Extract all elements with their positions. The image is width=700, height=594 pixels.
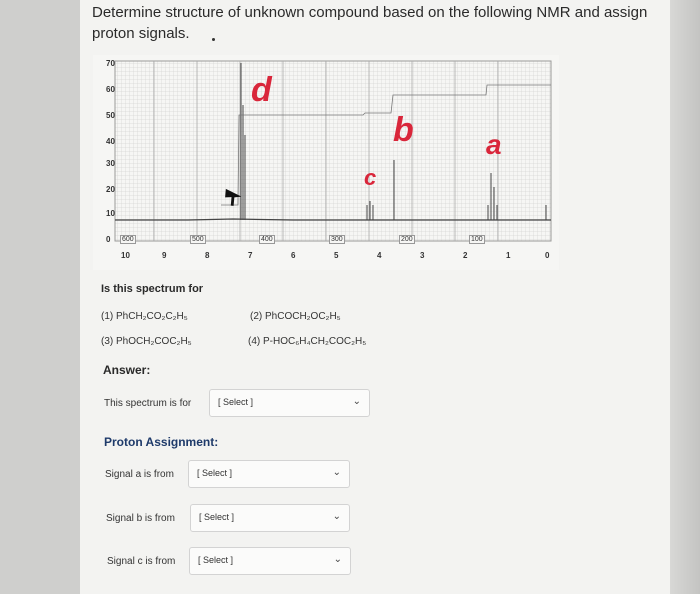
x-tick-label: 7: [248, 251, 253, 260]
hz-label: 200: [401, 236, 413, 243]
option-4: (4) P-HOC₆H₄CH₂COC₂H₅: [248, 336, 367, 347]
select-value: [ Select ]: [198, 555, 234, 565]
handwritten-label-c: c: [364, 165, 377, 190]
stray-dot: [212, 38, 215, 41]
background-shade: [670, 0, 700, 594]
y-tick-label: 40: [106, 137, 115, 146]
handwritten-label-d: d: [251, 71, 272, 109]
question-line-2: proton signals.: [92, 25, 190, 42]
x-tick-label: 6: [291, 251, 296, 260]
select-value: [ Select ]: [199, 512, 235, 522]
x-tick-label: 3: [420, 251, 425, 260]
question-prompt: Is this spectrum for: [101, 283, 204, 295]
select-value: [ Select ]: [197, 468, 233, 478]
x-tick-label: 5: [334, 251, 339, 260]
spectrum-select[interactable]: [209, 389, 370, 417]
chevron-down-icon: ⌄: [352, 396, 361, 407]
question-line-1: Determine structure of unknown compound based on the following NMR and assign: [92, 4, 648, 21]
x-tick-label: 9: [162, 251, 167, 260]
y-tick-label: 70: [106, 59, 115, 68]
proton-assignment-heading: Proton Assignment:: [104, 435, 219, 449]
signal-b-select[interactable]: [190, 504, 350, 532]
chevron-down-icon: ⌄: [332, 467, 341, 478]
hz-label: 300: [331, 236, 343, 243]
y-tick-label: 60: [106, 85, 115, 94]
signal-a-select[interactable]: [188, 460, 350, 488]
x-tick-label: 10: [121, 251, 130, 260]
y-tick-label: 10: [106, 209, 115, 218]
question-text: [92, 2, 652, 44]
hz-label: 600: [122, 236, 134, 243]
x-tick-label: 8: [205, 251, 210, 260]
chevron-down-icon: ⌄: [332, 511, 341, 522]
signal-c-label: Signal c is from: [107, 556, 176, 567]
nmr-grid: [93, 55, 559, 270]
y-tick-label: 20: [106, 185, 115, 194]
option-3: (3) PhOCH₂COC₂H₅: [101, 336, 192, 347]
hz-label: 500: [192, 236, 204, 243]
chevron-down-icon: ⌄: [333, 554, 342, 565]
x-tick-label: 4: [377, 251, 382, 260]
handwritten-label-b: b: [393, 111, 414, 149]
x-tick-label: 0: [545, 251, 550, 260]
x-tick-label: 1: [506, 251, 511, 260]
nmr-spectrum-image: [93, 55, 559, 270]
y-tick-label: 50: [106, 111, 115, 120]
hz-label: 100: [471, 236, 483, 243]
signal-c-select[interactable]: [189, 547, 351, 575]
signal-a-label: Signal a is from: [105, 469, 174, 480]
signal-b-label: Signal b is from: [106, 513, 175, 524]
option-1: (1) PhCH₂CO₂C₂H₅: [101, 311, 188, 322]
y-tick-label: 0: [106, 235, 111, 244]
y-tick-label: 30: [106, 159, 115, 168]
x-tick-label: 2: [463, 251, 468, 260]
option-2: (2) PhCOCH₂OC₂H₅: [250, 311, 341, 322]
answer-heading: Answer:: [103, 363, 151, 377]
handwritten-label-a: a: [486, 129, 502, 160]
hz-label: 400: [261, 236, 273, 243]
spectrum-for-label: This spectrum is for: [104, 398, 192, 409]
select-value: [ Select ]: [218, 397, 254, 407]
